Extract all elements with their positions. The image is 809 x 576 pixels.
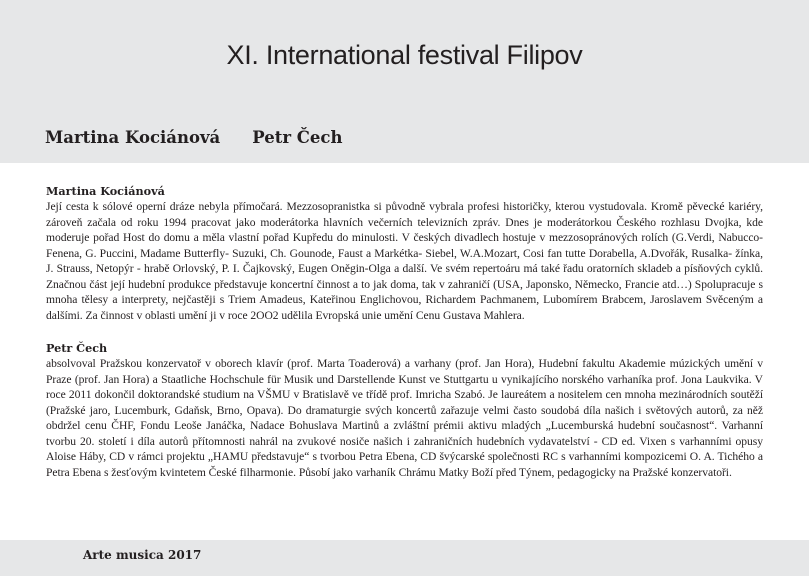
biographies (46, 184, 763, 498)
page-title: XI. International festival Filipov (226, 40, 583, 70)
performers-line (45, 128, 342, 147)
performer-name: Martina Kociánová (45, 128, 221, 147)
footer-band (0, 540, 809, 576)
bio-text: Její cesta k sólové operní dráze nebyla přímočará. Mezzosopranistka si původně vybrala profesi historičky, kterou vystudovala. Kromě pěvecké kariéry, zároveň začala od roku 1994 pracovat jako moderátorka hlavních večerních televizních zpráv. Dnes je moderátorkou Českého rozhlasu Dvojka, kde moderuje pořad Host do domu a měla vlastní pořad Kupředu do minulosti. V českých divadlech hostuje v mezzosopránových rolích (G.Verdi, Nabucco-Fenena, G. Puccini, Madame Butterfly- Suzuki, Ch. Gounode, Faust a Markétka- Siebel, W.A.Mozart, Cosi fan tutte Dorabella, A.Dvořák, Rusalka- žínka, J. Strauss, Netopýr - hrabě Orlovský, P. I. Čajkovský, Eugen Oněgin-Olga a další. Ve svém repertoáru má také řadu oratorních skladeb a písňových cyklů. Značnou část její hudební produkce představuje koncertní činnost a to jak doma, tak v zahraničí (USA, Japonsko, Německo, Francie atd…) Spolupracuje s mnoha tělesy a interprety, nejčastěji s Triem Amadeus, Kateřinou Englichovou, Richardem Pachmanem, Lubomírem Brabcem, Jaroslavem Svěceným a dalšími. Za činnost v oblasti umění ji v roce 2OO2 udělila Evropská unie umění Cenu Gustava Mahlera. (46, 200, 763, 322)
bio-name: Martina Kociánová (46, 184, 165, 198)
bio-section (46, 184, 763, 323)
footer-label: Arte musica 2017 (83, 548, 202, 562)
bio-section (46, 341, 763, 480)
performer-name: Petr Čech (252, 128, 343, 147)
bio-text: absolvoval Pražskou konzervatoř v oborech klavír (prof. Marta Toaderová) a varhany (prof. Jan Hora), Hudební fakultu Akademie múzických umění v Praze (prof. Jan Hora) a Staatliche Hochschule für Musik und Darstellende Kunst ve Stuttgartu u vynikajícího norského varhaníka prof. Jona Laukvika. V roce 2011 dokončil doktorandské studium na VŠMU v Bratislavě ve třídě prof. Imricha Szabó. Je laureátem a nositelem cen mnoha mezinárodních soutěží (Pražské jaro, Lucemburk, Gdaňsk, Brno, Opava). Do dramaturgie svých koncertů zařazuje velmi často soudobá díla našich i světových autorů, za něž obdržel cenu ČHF, Fondu Leoše Janáčka, Nadace Bohuslava Martinů a zvláštní prémii aktivu mladých „Lucemburská hudební současnost“. Varhanní tvorbu 20. století i díla autorů přítomnosti nahrál na zvukové nosiče našich i zahraničních hudebních vydavatelství - CD ed. Vixen s varhanními opusy Aloise Háby, CD v rámci projektu „HAMU představuje“ s tvorbou Petra Ebena, CD švýcarské společnosti RC s varhanními kompozicemi O. A. Tichého a Petra Ebena s žesťovým kvintetem České filharmonie. Působí jako varhaník Chrámu Matky Boží před Týnem, pedagogicky na Pražské konzervatoři. (46, 357, 763, 479)
header-band (0, 0, 809, 163)
bio-name: Petr Čech (46, 341, 108, 355)
